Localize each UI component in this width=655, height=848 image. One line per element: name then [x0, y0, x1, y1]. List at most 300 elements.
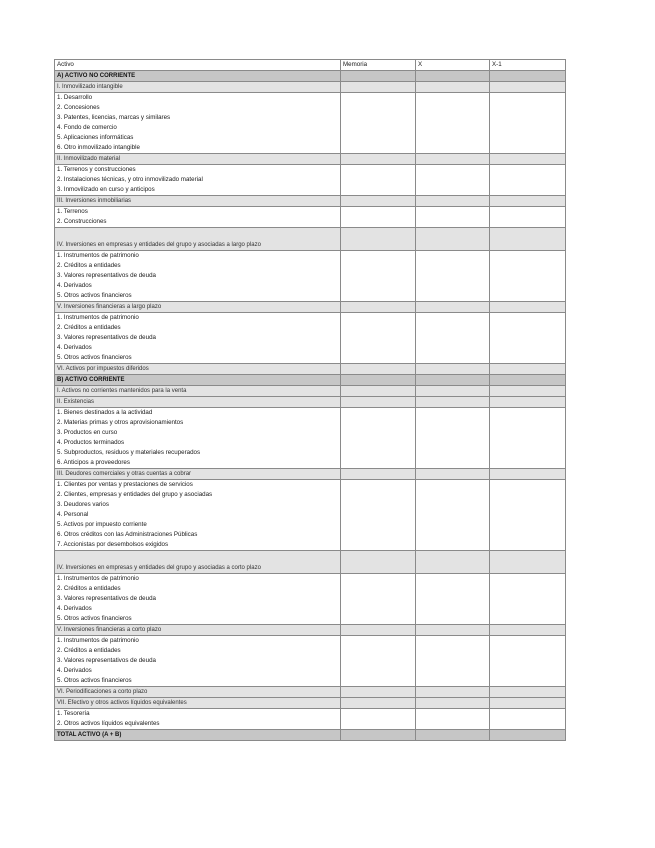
- memoria-cell: [341, 207, 416, 218]
- x-1-cell: [490, 207, 566, 218]
- memoria-cell: [341, 469, 416, 480]
- x-1-cell: [490, 551, 566, 574]
- memoria-cell: [341, 302, 416, 313]
- x-cell: [416, 709, 490, 720]
- account-label: 2. Clientes, empresas y entidades del grupo y asociadas: [55, 490, 341, 500]
- x-1-cell: [490, 228, 566, 251]
- account-row: [55, 636, 566, 647]
- account-row: [55, 418, 566, 428]
- memoria-cell: [341, 604, 416, 614]
- subsection-row: [55, 469, 566, 480]
- x-cell: [416, 291, 490, 302]
- memoria-cell: [341, 625, 416, 636]
- subsection-row: [55, 397, 566, 408]
- account-label: 3. Valores representativos de deuda: [55, 656, 341, 666]
- x-cell: [416, 133, 490, 143]
- x-cell: [416, 271, 490, 281]
- memoria-cell: [341, 646, 416, 656]
- account-row: [55, 438, 566, 448]
- account-label: B) ACTIVO CORRIENTE: [55, 375, 341, 386]
- memoria-cell: [341, 291, 416, 302]
- x-1-cell: [490, 93, 566, 104]
- x-cell: [416, 584, 490, 594]
- subsection-row: [55, 196, 566, 207]
- x-1-cell: [490, 625, 566, 636]
- memoria-cell: [341, 313, 416, 324]
- memoria-cell: [341, 709, 416, 720]
- account-row: [55, 343, 566, 353]
- account-label: 2. Concesiones: [55, 103, 341, 113]
- account-label: 5. Otros activos financieros: [55, 676, 341, 687]
- x-cell: [416, 656, 490, 666]
- x-1-cell: [490, 386, 566, 397]
- x-1-cell: [490, 469, 566, 480]
- x-1-cell: [490, 438, 566, 448]
- memoria-cell: [341, 281, 416, 291]
- x-1-cell: [490, 500, 566, 510]
- account-row: [55, 510, 566, 520]
- memoria-cell: [341, 584, 416, 594]
- header-x-1: X-1: [490, 60, 566, 71]
- memoria-cell: [341, 540, 416, 551]
- memoria-cell: [341, 251, 416, 262]
- memoria-cell: [341, 217, 416, 228]
- account-label: 4. Derivados: [55, 343, 341, 353]
- memoria-cell: [341, 333, 416, 343]
- x-1-cell: [490, 428, 566, 438]
- memoria-cell: [341, 676, 416, 687]
- account-label: 2. Construcciones: [55, 217, 341, 228]
- x-1-cell: [490, 271, 566, 281]
- account-label: 5. Activos por impuesto corriente: [55, 520, 341, 530]
- x-1-cell: [490, 313, 566, 324]
- x-cell: [416, 251, 490, 262]
- x-1-cell: [490, 540, 566, 551]
- account-row: [55, 175, 566, 185]
- x-cell: [416, 353, 490, 364]
- account-row: [55, 428, 566, 438]
- x-1-cell: [490, 353, 566, 364]
- x-cell: [416, 418, 490, 428]
- account-label: 1. Terrenos y construcciones: [55, 165, 341, 176]
- account-row: [55, 313, 566, 324]
- account-row: [55, 646, 566, 656]
- x-1-cell: [490, 196, 566, 207]
- x-cell: [416, 154, 490, 165]
- account-row: [55, 261, 566, 271]
- memoria-cell: [341, 520, 416, 530]
- x-1-cell: [490, 217, 566, 228]
- x-cell: [416, 364, 490, 375]
- x-1-cell: [490, 165, 566, 176]
- x-1-cell: [490, 175, 566, 185]
- x-cell: [416, 386, 490, 397]
- x-1-cell: [490, 656, 566, 666]
- x-cell: [416, 730, 490, 741]
- x-cell: [416, 217, 490, 228]
- memoria-cell: [341, 343, 416, 353]
- x-1-cell: [490, 364, 566, 375]
- account-label: 4. Fondo de comercio: [55, 123, 341, 133]
- x-cell: [416, 185, 490, 196]
- account-label: 3. Valores representativos de deuda: [55, 594, 341, 604]
- account-label: 4. Derivados: [55, 604, 341, 614]
- account-row: [55, 185, 566, 196]
- x-1-cell: [490, 397, 566, 408]
- account-label: 4. Productos terminados: [55, 438, 341, 448]
- x-cell: [416, 594, 490, 604]
- x-cell: [416, 323, 490, 333]
- memoria-cell: [341, 551, 416, 574]
- account-label: 3. Inmovilizado en curso y anticipos: [55, 185, 341, 196]
- x-cell: [416, 510, 490, 520]
- account-label: 1. Clientes por ventas y prestaciones de servicios: [55, 480, 341, 491]
- account-label: 1. Desarrollo: [55, 93, 341, 104]
- x-cell: [416, 343, 490, 353]
- x-cell: [416, 698, 490, 709]
- memoria-cell: [341, 458, 416, 469]
- memoria-cell: [341, 165, 416, 176]
- subsection-row: [55, 386, 566, 397]
- account-row: [55, 480, 566, 491]
- x-1-cell: [490, 480, 566, 491]
- x-1-cell: [490, 418, 566, 428]
- account-row: [55, 574, 566, 585]
- subsection-row: [55, 698, 566, 709]
- subsection-row: [55, 625, 566, 636]
- account-row: [55, 323, 566, 333]
- account-row: [55, 584, 566, 594]
- memoria-cell: [341, 428, 416, 438]
- account-label: 1. Terrenos: [55, 207, 341, 218]
- account-label: V. Inversiones financieras a corto plazo: [55, 625, 341, 636]
- account-label: 2. Materias primas y otros aprovisionamientos: [55, 418, 341, 428]
- account-label: III. Deudores comerciales y otras cuentas a cobrar: [55, 469, 341, 480]
- x-1-cell: [490, 82, 566, 93]
- account-label: 6. Anticipos a proveedores: [55, 458, 341, 469]
- memoria-cell: [341, 228, 416, 251]
- account-row: [55, 448, 566, 458]
- account-row: [55, 123, 566, 133]
- account-label: 1. Bienes destinados a la actividad: [55, 408, 341, 419]
- memoria-cell: [341, 698, 416, 709]
- memoria-cell: [341, 418, 416, 428]
- account-label: 3. Valores representativos de deuda: [55, 271, 341, 281]
- account-row: [55, 165, 566, 176]
- x-1-cell: [490, 520, 566, 530]
- x-1-cell: [490, 185, 566, 196]
- account-row: [55, 719, 566, 730]
- x-1-cell: [490, 323, 566, 333]
- section-row: [55, 730, 566, 741]
- account-row: [55, 666, 566, 676]
- account-row: [55, 520, 566, 530]
- x-1-cell: [490, 636, 566, 647]
- x-1-cell: [490, 530, 566, 540]
- memoria-cell: [341, 448, 416, 458]
- memoria-cell: [341, 271, 416, 281]
- memoria-cell: [341, 82, 416, 93]
- x-1-cell: [490, 574, 566, 585]
- account-row: [55, 594, 566, 604]
- account-row: [55, 408, 566, 419]
- account-label: 6. Otro inmovilizado intangible: [55, 143, 341, 154]
- x-1-cell: [490, 375, 566, 386]
- account-label: IV. Inversiones en empresas y entidades del grupo y asociadas a largo plazo: [55, 228, 341, 251]
- account-label: III. Inversiones inmobiliarias: [55, 196, 341, 207]
- account-label: 5. Otros activos financieros: [55, 291, 341, 302]
- memoria-cell: [341, 123, 416, 133]
- memoria-cell: [341, 687, 416, 698]
- account-label: 5. Aplicaciones informáticas: [55, 133, 341, 143]
- account-label: II. Existencias: [55, 397, 341, 408]
- x-cell: [416, 614, 490, 625]
- header-x: X: [416, 60, 490, 71]
- x-1-cell: [490, 510, 566, 520]
- x-1-cell: [490, 687, 566, 698]
- memoria-cell: [341, 375, 416, 386]
- x-cell: [416, 438, 490, 448]
- x-1-cell: [490, 291, 566, 302]
- x-1-cell: [490, 154, 566, 165]
- x-cell: [416, 480, 490, 491]
- account-label: VI. Periodificaciones a corto plazo: [55, 687, 341, 698]
- account-label: 1. Tesorería: [55, 709, 341, 720]
- x-cell: [416, 302, 490, 313]
- account-label: 2. Otros activos líquidos equivalentes: [55, 719, 341, 730]
- x-cell: [416, 165, 490, 176]
- x-cell: [416, 676, 490, 687]
- memoria-cell: [341, 386, 416, 397]
- x-cell: [416, 604, 490, 614]
- account-label: VII. Efectivo y otros activos líquidos equivalentes: [55, 698, 341, 709]
- memoria-cell: [341, 353, 416, 364]
- account-label: VI. Activos por impuestos diferidos: [55, 364, 341, 375]
- subsection-row: [55, 302, 566, 313]
- subsection-row: [55, 551, 566, 574]
- x-cell: [416, 687, 490, 698]
- account-row: [55, 113, 566, 123]
- account-label: 5. Otros activos financieros: [55, 614, 341, 625]
- account-row: [55, 291, 566, 302]
- memoria-cell: [341, 364, 416, 375]
- memoria-cell: [341, 261, 416, 271]
- x-1-cell: [490, 113, 566, 123]
- x-1-cell: [490, 490, 566, 500]
- account-label: II. Inmovilizado material: [55, 154, 341, 165]
- memoria-cell: [341, 730, 416, 741]
- x-cell: [416, 530, 490, 540]
- memoria-cell: [341, 480, 416, 491]
- x-1-cell: [490, 343, 566, 353]
- x-1-cell: [490, 71, 566, 82]
- account-row: [55, 103, 566, 113]
- x-1-cell: [490, 103, 566, 113]
- account-row: [55, 251, 566, 262]
- x-1-cell: [490, 251, 566, 262]
- account-row: [55, 530, 566, 540]
- memoria-cell: [341, 175, 416, 185]
- x-cell: [416, 458, 490, 469]
- x-1-cell: [490, 302, 566, 313]
- subsection-row: [55, 228, 566, 251]
- x-cell: [416, 520, 490, 530]
- account-row: [55, 143, 566, 154]
- account-label: I. Inmovilizado intangible: [55, 82, 341, 93]
- account-row: [55, 709, 566, 720]
- x-cell: [416, 196, 490, 207]
- x-cell: [416, 574, 490, 585]
- memoria-cell: [341, 438, 416, 448]
- account-label: 4. Derivados: [55, 281, 341, 291]
- x-1-cell: [490, 719, 566, 730]
- account-label: IV. Inversiones en empresas y entidades del grupo y asociadas a corto plazo: [55, 551, 341, 574]
- memoria-cell: [341, 408, 416, 419]
- x-1-cell: [490, 333, 566, 343]
- account-label: 1. Instrumentos de patrimonio: [55, 636, 341, 647]
- x-cell: [416, 175, 490, 185]
- x-1-cell: [490, 676, 566, 687]
- x-cell: [416, 448, 490, 458]
- account-label: 2. Créditos a entidades: [55, 584, 341, 594]
- memoria-cell: [341, 500, 416, 510]
- memoria-cell: [341, 719, 416, 730]
- x-cell: [416, 540, 490, 551]
- memoria-cell: [341, 196, 416, 207]
- memoria-cell: [341, 666, 416, 676]
- x-1-cell: [490, 614, 566, 625]
- memoria-cell: [341, 103, 416, 113]
- x-1-cell: [490, 604, 566, 614]
- memoria-cell: [341, 143, 416, 154]
- x-cell: [416, 719, 490, 730]
- account-row: [55, 458, 566, 469]
- account-row: [55, 676, 566, 687]
- account-label: V. Inversiones financieras a largo plazo: [55, 302, 341, 313]
- subsection-row: [55, 687, 566, 698]
- x-1-cell: [490, 133, 566, 143]
- x-cell: [416, 469, 490, 480]
- x-1-cell: [490, 448, 566, 458]
- account-label: 3. Deudores varios: [55, 500, 341, 510]
- header-activo: Activo: [55, 60, 341, 71]
- x-1-cell: [490, 646, 566, 656]
- account-row: [55, 656, 566, 666]
- account-row: [55, 271, 566, 281]
- account-label: 3. Valores representativos de deuda: [55, 333, 341, 343]
- balance-sheet-body: [55, 60, 566, 741]
- memoria-cell: [341, 656, 416, 666]
- account-label: 1. Instrumentos de patrimonio: [55, 574, 341, 585]
- x-1-cell: [490, 458, 566, 469]
- account-row: [55, 281, 566, 291]
- memoria-cell: [341, 614, 416, 625]
- x-1-cell: [490, 709, 566, 720]
- x-cell: [416, 281, 490, 291]
- memoria-cell: [341, 71, 416, 82]
- x-1-cell: [490, 584, 566, 594]
- x-cell: [416, 397, 490, 408]
- x-cell: [416, 82, 490, 93]
- account-label: 2. Créditos a entidades: [55, 323, 341, 333]
- account-label: 5. Subproductos, residuos y materiales recuperados: [55, 448, 341, 458]
- memoria-cell: [341, 323, 416, 333]
- x-1-cell: [490, 594, 566, 604]
- x-cell: [416, 636, 490, 647]
- subsection-row: [55, 364, 566, 375]
- header-row: [55, 60, 566, 71]
- x-cell: [416, 625, 490, 636]
- x-cell: [416, 71, 490, 82]
- header-memoria: Memoria: [341, 60, 416, 71]
- memoria-cell: [341, 530, 416, 540]
- account-row: [55, 540, 566, 551]
- x-cell: [416, 113, 490, 123]
- x-1-cell: [490, 408, 566, 419]
- x-cell: [416, 666, 490, 676]
- account-label: 5. Otros activos financieros: [55, 353, 341, 364]
- section-row: [55, 375, 566, 386]
- memoria-cell: [341, 594, 416, 604]
- account-label: 1. Instrumentos de patrimonio: [55, 313, 341, 324]
- memoria-cell: [341, 574, 416, 585]
- x-cell: [416, 408, 490, 419]
- account-label: TOTAL ACTIVO (A + B): [55, 730, 341, 741]
- memoria-cell: [341, 510, 416, 520]
- account-row: [55, 614, 566, 625]
- account-label: 2. Créditos a entidades: [55, 646, 341, 656]
- account-label: A) ACTIVO NO CORRIENTE: [55, 71, 341, 82]
- x-cell: [416, 490, 490, 500]
- account-row: [55, 217, 566, 228]
- account-label: 3. Patentes, licencias, marcas y similares: [55, 113, 341, 123]
- x-cell: [416, 143, 490, 154]
- account-label: I. Activos no corrientes mantenidos para la venta: [55, 386, 341, 397]
- x-cell: [416, 261, 490, 271]
- account-label: 1. Instrumentos de patrimonio: [55, 251, 341, 262]
- section-row: [55, 71, 566, 82]
- x-1-cell: [490, 730, 566, 741]
- x-1-cell: [490, 261, 566, 271]
- x-cell: [416, 333, 490, 343]
- account-row: [55, 353, 566, 364]
- account-label: 6. Otros créditos con las Administraciones Públicas: [55, 530, 341, 540]
- subsection-row: [55, 82, 566, 93]
- memoria-cell: [341, 397, 416, 408]
- x-cell: [416, 375, 490, 386]
- account-label: 2. Instalaciones técnicas, y otro inmovilizado material: [55, 175, 341, 185]
- subsection-row: [55, 154, 566, 165]
- x-cell: [416, 103, 490, 113]
- account-row: [55, 207, 566, 218]
- x-1-cell: [490, 281, 566, 291]
- account-row: [55, 500, 566, 510]
- x-cell: [416, 207, 490, 218]
- memoria-cell: [341, 133, 416, 143]
- memoria-cell: [341, 154, 416, 165]
- memoria-cell: [341, 185, 416, 196]
- x-1-cell: [490, 123, 566, 133]
- account-label: 4. Derivados: [55, 666, 341, 676]
- account-row: [55, 93, 566, 104]
- account-label: 3. Productos en curso: [55, 428, 341, 438]
- memoria-cell: [341, 636, 416, 647]
- account-row: [55, 133, 566, 143]
- memoria-cell: [341, 490, 416, 500]
- x-cell: [416, 551, 490, 574]
- account-row: [55, 333, 566, 343]
- x-cell: [416, 646, 490, 656]
